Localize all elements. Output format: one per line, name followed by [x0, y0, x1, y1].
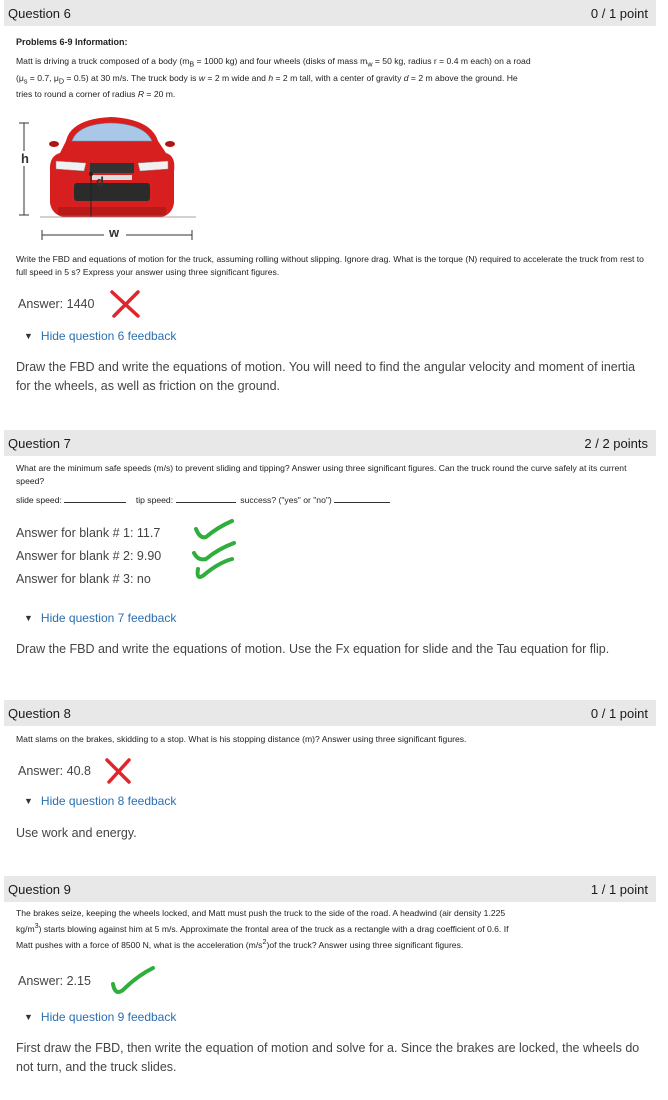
- feedback-text: First draw the FBD, then write the equation of motion and solve for a. Since the brakes are locked, the wheels do not turn, and the truck slides.: [16, 1040, 640, 1074]
- blanks-row: slide speed: tip speed: success? ("yes" or "no"): [16, 494, 644, 507]
- answer-blank-3: Answer for blank # 3: no: [16, 571, 151, 586]
- question-header: [4, 430, 656, 456]
- slide-speed-blank: [64, 502, 126, 503]
- triangle-down-icon: ▼: [24, 331, 33, 342]
- triangle-down-icon: ▼: [24, 1011, 33, 1022]
- hide-feedback-link[interactable]: ▼ Hide question 8 feedback: [24, 794, 177, 808]
- hide-feedback-link[interactable]: ▼ Hide question 7 feedback: [24, 611, 177, 625]
- answer-blank-1: Answer for blank # 1: 11.7: [16, 525, 161, 540]
- tip-speed-blank: [176, 502, 236, 503]
- correct-marks-icon: [186, 517, 246, 589]
- question-text: What are the minimum safe speeds (m/s) to prevent sliding and tipping? Answer using three significant figures. Can the truck round the curve safely at its current speed?: [16, 463, 627, 486]
- triangle-down-icon: ▼: [24, 796, 33, 806]
- figure-label-d: d: [96, 174, 104, 190]
- problem-info-title: Problems 6-9 Information:: [16, 37, 128, 47]
- feedback-text: Use work and energy.: [16, 826, 137, 840]
- question-6: [4, 0, 656, 430]
- question-points: 0 / 1 point: [590, 705, 648, 721]
- answer-blank-2: Answer for blank # 2: 9.90: [16, 548, 162, 563]
- answer: Answer: 1440: [16, 289, 644, 319]
- truck-figure: [16, 111, 206, 251]
- question-text: Matt slams on the brakes, skidding to a stop. What is his stopping distance (m)? Answer using three significant figures.: [16, 734, 467, 744]
- question-points: 0 / 1 point: [590, 5, 648, 21]
- question-header: [4, 700, 656, 726]
- hide-feedback-link[interactable]: ▼ Hide question 9 feedback: [24, 1009, 177, 1024]
- answer: Answer: 40.8: [16, 756, 644, 786]
- question-title: Question 8: [8, 705, 71, 721]
- feedback-text: Draw the FBD and write the equations of motion. You will need to find the angular velocity and moment of inertia for the wheels, as well as friction on the ground.: [16, 360, 636, 394]
- incorrect-mark-icon: [108, 289, 142, 319]
- triangle-down-icon: ▼: [24, 613, 33, 623]
- question-text: The brakes seize, keeping the wheels locked, and Matt must push the truck to the side of the road. A headwind (air density 1.225 $kg/m^3$) starts blowing against him at 5 m/s. Approximate the frontal area of the truck as a rectangle with a drag coefficient of 0.6. If Matt pushes with a force of 8500 N, what is the acceleration $(m/s^2)of$ the truck? Answer using three significant figures.: [16, 908, 509, 950]
- answers: [16, 521, 644, 591]
- answer: Answer: 2.15: [16, 966, 644, 996]
- question-9: [4, 876, 656, 1077]
- figure-label-h: h: [21, 151, 29, 167]
- question-title: Question 7: [8, 435, 71, 451]
- question-points: 2 / 2 points: [584, 435, 648, 451]
- hide-feedback-link[interactable]: ▼ Hide question 6 feedback: [24, 329, 177, 344]
- question-7: [4, 430, 656, 700]
- question-title: Question 9: [8, 881, 71, 897]
- incorrect-mark-icon: [103, 757, 133, 785]
- feedback-text: Draw the FBD and write the equations of motion. Use the Fx equation for slide and the Tau equation for flip.: [16, 642, 610, 656]
- problem-info-text: Matt is driving a truck composed of a body ($m_B = 1000$ kg) and four wheels (disks of mass $m_w = 50$ kg, radius r = 0.4 m each) on a road ($\mu_s = 0.7$, $\mu_D = 0.5$) at 30 m/s. The truck body is w = 2 m wide and h = 2 m tall, with a center of gravity d = 2 m above the ground. He tries to round a corner of radius R = 20 m.: [16, 56, 531, 100]
- success-blank: [334, 502, 390, 503]
- figure-label-w: w: [109, 225, 120, 241]
- quiz-results: [4, 0, 656, 1077]
- question-points: 1 / 1 point: [590, 881, 648, 897]
- question-8: [4, 700, 656, 876]
- correct-mark-icon: [109, 964, 159, 998]
- question-title: Question 6: [8, 5, 71, 21]
- question-header: [4, 876, 656, 902]
- question-header: [4, 0, 656, 26]
- question-text: Write the FBD and equations of motion for the truck, assuming rolling without slipping. Ignore drag. What is the torque (N) required to accelerate the truck from rest to full speed in 5 s? Express your answer using three significant figures.: [16, 254, 644, 278]
